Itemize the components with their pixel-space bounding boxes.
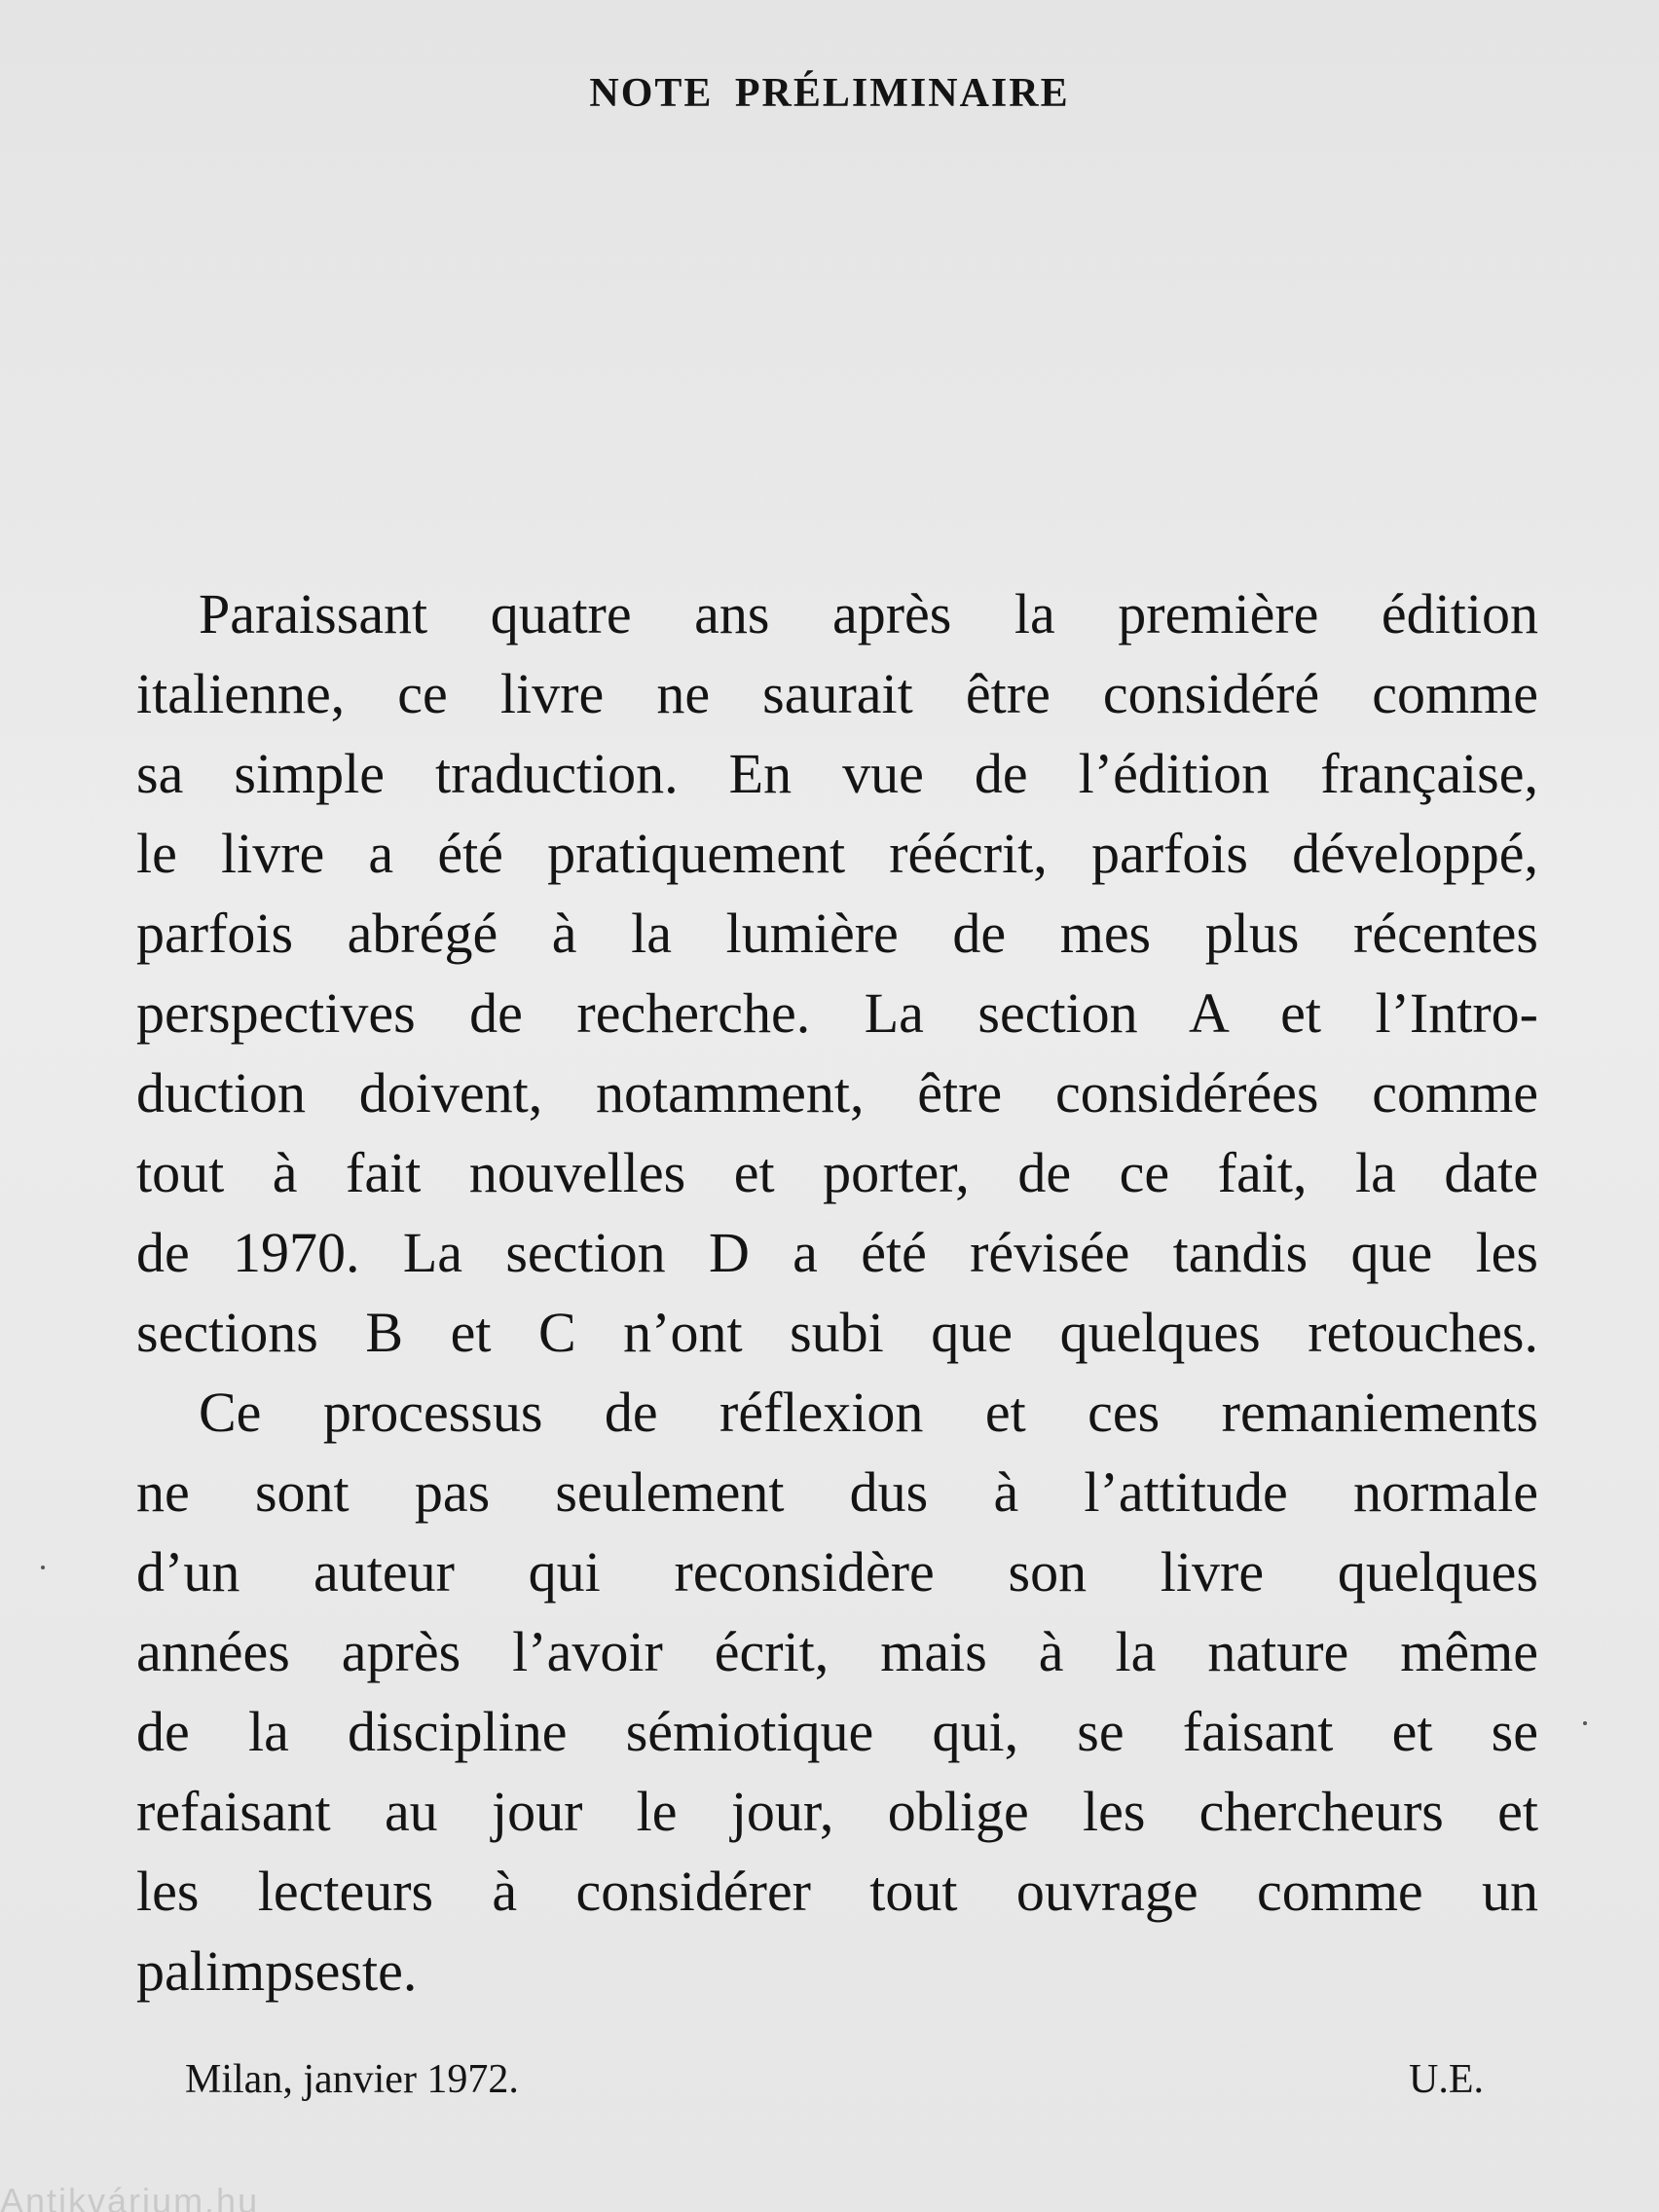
body-line: Ce processus de réflexion et ces remaniements	[199, 1381, 1538, 1444]
body-line: d’un auteur qui reconsidère son livre quelques	[136, 1540, 1538, 1604]
paper-speck	[41, 1566, 45, 1569]
body-line: Paraissant quatre ans après la première édition	[199, 582, 1538, 645]
body-line: refaisant au jour le jour, oblige les chercheurs et	[136, 1780, 1538, 1843]
page-title: NOTE PRÉLIMINAIRE	[589, 71, 1070, 116]
place-date: Milan, janvier 1972.	[185, 2057, 519, 2102]
author-signature: U.E.	[1409, 2057, 1484, 2102]
body-line: palimpseste.	[136, 1939, 418, 2003]
body-line: ne sont pas seulement dus à l’attitude normale	[136, 1460, 1538, 1524]
body-line: duction doivent, notamment, être considérées comme	[136, 1061, 1538, 1124]
body-line: italienne, ce livre ne saurait être considéré comme	[136, 662, 1538, 725]
paper-speck	[1583, 1721, 1587, 1725]
body-line: les lecteurs à considérer tout ouvrage comme un	[136, 1860, 1538, 1923]
watermark: Antikvárium.hu	[0, 2181, 260, 2212]
body-line: de 1970. La section D a été révisée tandis que les	[136, 1221, 1538, 1284]
body-line: tout à fait nouvelles et porter, de ce fait, la date	[136, 1141, 1538, 1204]
body-line: années après l’avoir écrit, mais à la nature même	[136, 1620, 1538, 1683]
body-line: de la discipline sémiotique qui, se faisant et se	[136, 1700, 1538, 1763]
body-line: sections B et C n’ont subi que quelques retouches.	[136, 1301, 1538, 1364]
preface-body	[136, 574, 1538, 2011]
body-line: sa simple traduction. En vue de l’édition française,	[136, 742, 1538, 805]
body-line: perspectives de recherche. La section A et l’Intro-	[136, 981, 1538, 1045]
body-line: le livre a été pratiquement réécrit, parfois développé,	[136, 822, 1538, 885]
body-line: parfois abrégé à la lumière de mes plus récentes	[136, 902, 1538, 965]
